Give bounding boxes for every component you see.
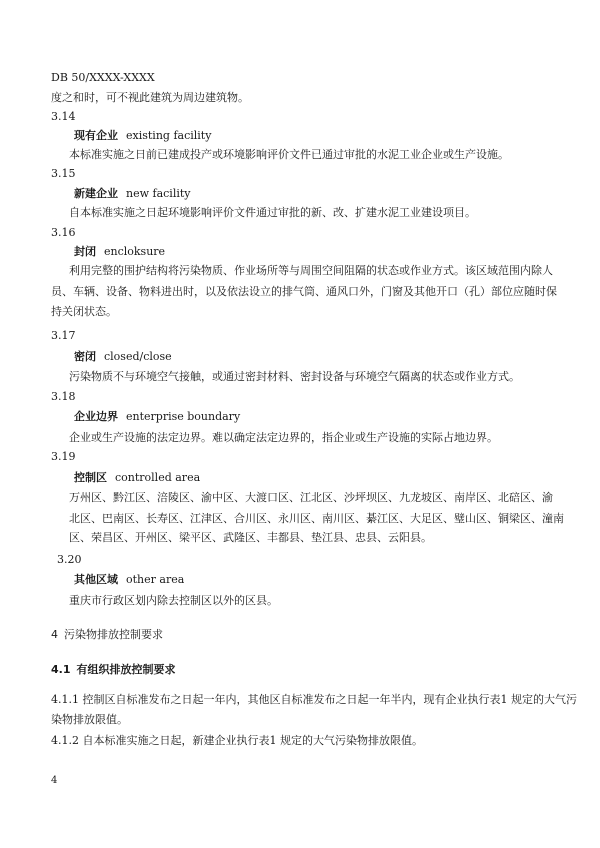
term-definition: 持关闭状态。	[51, 305, 117, 318]
term-definition: 本标准实施之日前已建成投产或环境影响评价文件已通过审批的水泥工业企业或生产设施。	[69, 148, 509, 161]
term-definition: 自本标准实施之日起环境影响评价文件通过审批的新、改、扩建水泥工业建设项目。	[69, 206, 476, 219]
term-en: controlled area	[115, 471, 201, 484]
term-heading	[74, 129, 211, 143]
term-number: 3.20	[57, 553, 82, 566]
term-en: other area	[126, 573, 185, 586]
term-zh: 控制区	[74, 471, 107, 484]
term-definition: 万州区、黔江区、涪陵区、渝中区、大渡口区、江北区、沙坪坝区、九龙坡区、南岸区、北碚区、渝	[69, 491, 553, 504]
subsection-number: 4.1	[51, 663, 71, 676]
term-en: closed/close	[104, 350, 172, 363]
term-heading	[74, 187, 191, 201]
term-definition: 北区、巴南区、长寿区、江津区、合川区、永川区、南川区、綦江区、大足区、璧山区、铜梁区、潼南	[69, 512, 564, 525]
term-number: 3.17	[51, 329, 76, 342]
section-number: 4	[51, 628, 58, 641]
term-zh: 现有企业	[74, 129, 118, 142]
term-en: existing facility	[126, 129, 212, 142]
term-definition: 员、车辆、设备、物料进出时，以及依法设立的排气筒、通风口外，门窗及其他开口（孔）部位应随时保	[51, 285, 557, 298]
term-number: 3.18	[51, 390, 76, 403]
term-heading	[74, 410, 240, 424]
term-number: 3.19	[51, 450, 76, 463]
term-heading	[74, 350, 172, 364]
term-zh: 企业边界	[74, 410, 118, 423]
page-number: 4	[51, 775, 58, 786]
section-title: 污染物排放控制要求	[64, 628, 163, 641]
clause-text: 4.1.2 自本标准实施之日起，新建企业执行表1 规定的大气污染物排放限值。	[51, 734, 423, 747]
term-definition: 利用完整的围护结构将污染物质、作业场所等与周围空间阻隔的状态或作业方式。该区域范围内除人	[69, 264, 553, 277]
term-definition: 企业或生产设施的法定边界。难以确定法定边界的，指企业或生产设施的实际占地边界。	[69, 431, 498, 444]
term-zh: 封闭	[74, 245, 96, 258]
term-zh: 其他区域	[74, 573, 118, 586]
term-number: 3.15	[51, 167, 76, 180]
term-zh: 密闭	[74, 350, 96, 363]
term-number: 3.14	[51, 110, 76, 123]
term-heading	[74, 471, 200, 485]
term-definition: 污染物质不与环境空气接触，或通过密封材料、密封设备与环境空气隔离的状态或作业方式。	[69, 370, 520, 383]
term-zh: 新建企业	[74, 187, 118, 200]
document-code: DB 50/XXXX-XXXX	[51, 71, 155, 84]
term-number: 3.16	[51, 226, 76, 239]
continuation-text: 度之和时，可不视此建筑为周边建筑物。	[51, 91, 249, 104]
term-en: enterprise boundary	[126, 410, 241, 423]
term-en: encloksure	[104, 245, 166, 258]
term-definition: 区、荣昌区、开州区、梁平区、武隆区、丰都县、垫江县、忠县、云阳县。	[69, 531, 432, 544]
term-heading	[74, 573, 184, 587]
term-definition: 重庆市行政区划内除去控制区以外的区县。	[69, 594, 278, 607]
clause-text: 4.1.1 控制区自标准发布之日起一年内，其他区自标准发布之日起一年半内，现有企业执行表1 规定的大气污	[51, 693, 577, 706]
section-heading	[51, 628, 163, 642]
subsection-heading	[51, 663, 176, 677]
term-en: new facility	[126, 187, 191, 200]
clause-text: 染物排放限值。	[51, 713, 128, 726]
subsection-title: 有组织排放控制要求	[76, 663, 176, 676]
term-heading	[74, 245, 165, 259]
